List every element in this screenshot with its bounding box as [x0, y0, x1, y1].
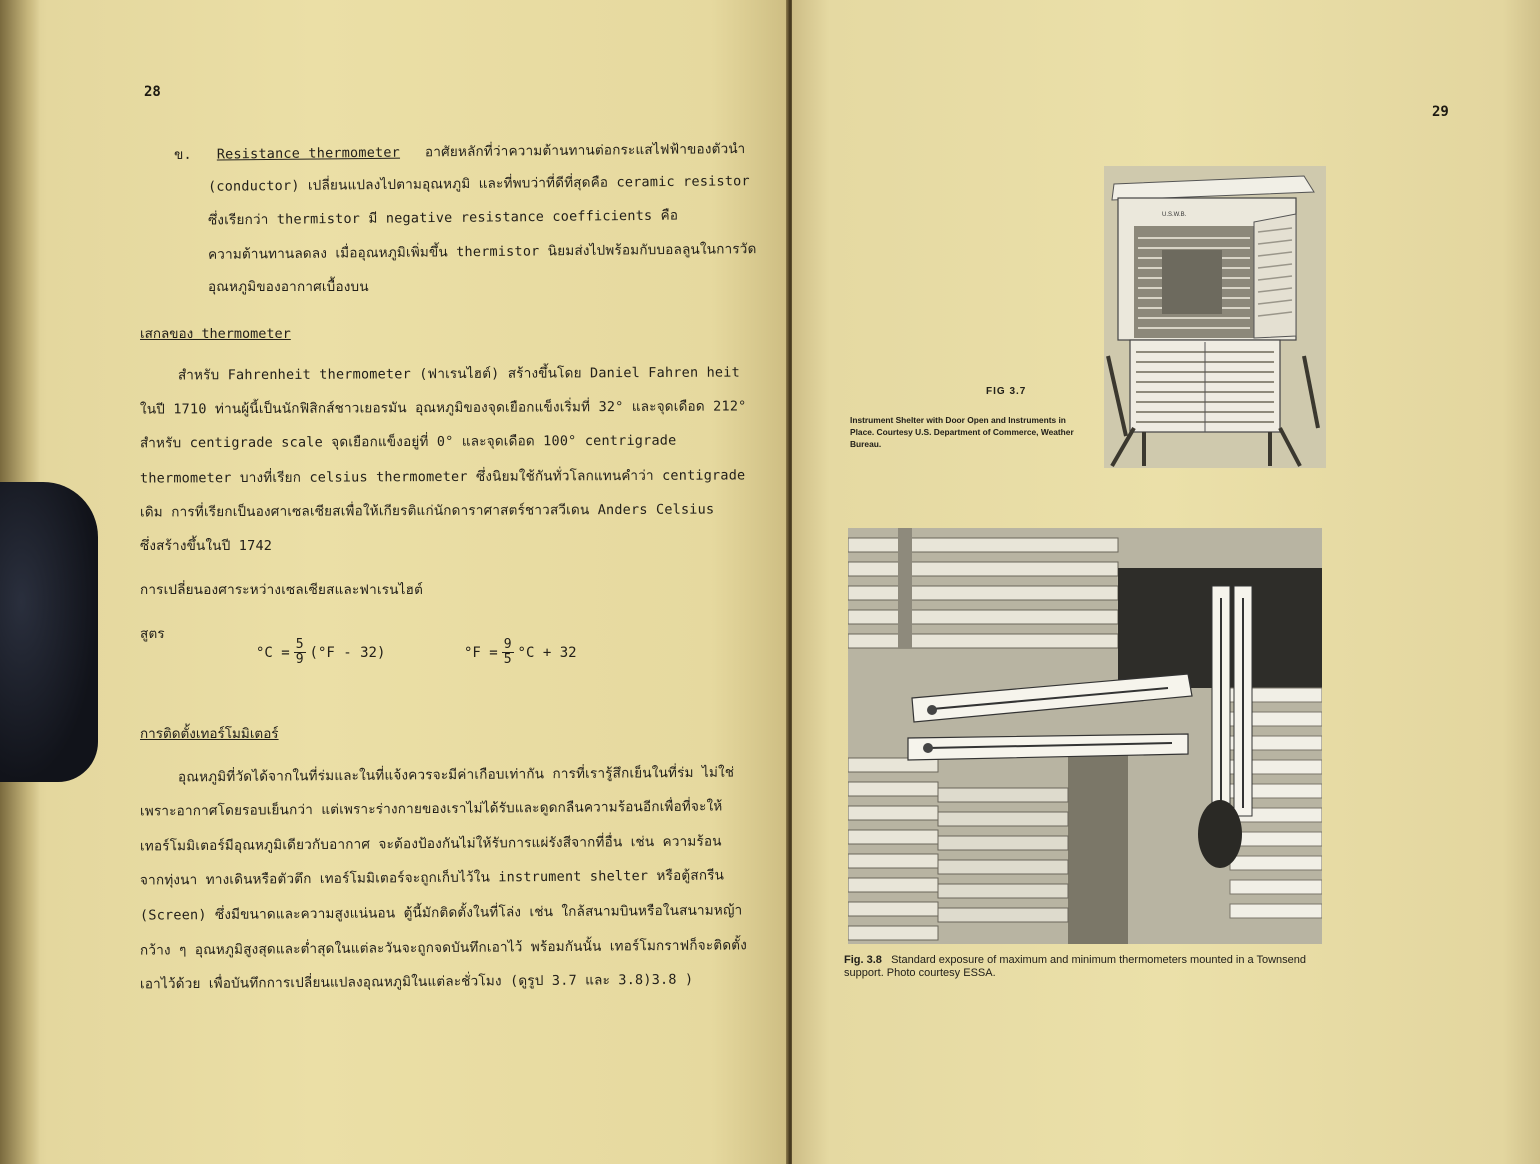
formula2-denominator: 5	[503, 652, 512, 667]
para2-line-4: thermometer บางที่เรียก celsius thermometer ซึ่งนิยมใช้กันทั่วโลกแทนคำว่า centigrade	[139, 467, 746, 487]
shelter-label: U.S.W.B.	[1162, 212, 1187, 218]
item-prefix: ข.	[173, 146, 192, 163]
formula1-lhs: °C =	[256, 644, 290, 661]
para3-line-3: เทอร์โมมิเตอร์มีอุณหภูมิเดียวกับอากาศ จะต้องป้องกันไม่ให้รับการแผ่รังสีจากที่อื่น เช่น ความร้อน	[139, 833, 722, 855]
para2-line-1: สำหรับ Fahrenheit thermometer (ฟาเรนไฮต์) สร้างขึ้นโดย Daniel Fahren heit	[177, 364, 740, 384]
para1-line-3: ซึ่งเรียกว่า thermistor มี negative resistance coefficients คือ	[207, 207, 679, 229]
fig38-caption: Standard exposure of maximum and minimum thermometers mounted in a Townsend support. Photo courtesy ESSA.	[844, 954, 1307, 979]
formula-label: สูตร	[140, 626, 165, 642]
formula2-rhs: °C + 32	[517, 644, 577, 661]
para2-line-5: เดิม การที่เรียกเป็นองศาเซลเซียสเพื่อให้เกียรติแก่นักดาราศาสตร์ชาวสวีเดน Anders Celsius	[139, 501, 715, 521]
heading-installation: การติดตั้งเทอร์โมมิเตอร์	[140, 726, 279, 742]
fig37-caption: Instrument Shelter with Door Open and Instruments in Place. Courtesy U.S. Department of Commerce, Weather Bureau.	[850, 415, 1074, 449]
para3-line-4: จากทุ่งนา ทางเดินหรือตัวตึก เทอร์โมมิเตอร์จะถูกเก็บไว้ใน instrument shelter หรือตู้สกรีน	[139, 867, 725, 889]
para1-line-5: อุณหภูมิของอากาศเบื้องบน	[208, 279, 369, 295]
thermometers-image	[848, 528, 1322, 944]
fig37-label: FIG 3.7	[986, 386, 1027, 397]
para3-line-2: เพราะอากาศโดยรอบเย็นกว่า แต่เพราะร่างกายของเราไม่ได้รับและดูดกลืนความร้อนอีกเพื่อที่จะให้	[139, 798, 723, 820]
para3-line-7: เอาไว้ด้วย เพื่อบันทึกการเปลี่ยนแปลงอุณหภูมิในแต่ละชั่วโมง (ดูรูป 3.7 และ 3.8)3.8 )	[139, 971, 694, 993]
formula2-lhs: °F =	[464, 644, 498, 661]
fig38-caption-block	[844, 954, 1326, 980]
para3-line-6: กว้าง ๆ อุณหภูมิสูงสุดและต่ำสุดในแต่ละวันจะถูกจดบันทึกเอาไว้ พร้อมกันนั้น เทอร์โมกราฟก็จะติดตั้ง	[139, 937, 748, 959]
page-number-right: 29	[1432, 104, 1449, 120]
para2-line-6: ซึ่งสร้างขึ้นในปี 1742	[140, 538, 273, 554]
para1-line-2: (conductor) เปลี่ยนแปลงไปตามอุณหภูมิ และที่พบว่าที่ดีที่สุดคือ ceramic resistor	[207, 173, 750, 195]
instrument-shelter-image	[1104, 166, 1326, 468]
para2-line-3: สำหรับ centigrade scale จุดเยือกแข็งอยู่ที่ 0° และจุดเดือด 100° centrigrade	[139, 432, 677, 452]
para2-line-2: ในปี 1710 ท่านผู้นี้เป็นนักฟิสิกส์ชาวเยอรมัน อุณหภูมิของจุดเยือกแข็งเริ่มที่ 32° และจุดเดือด 212°	[139, 398, 747, 418]
formula2-fraction	[502, 638, 514, 667]
fig38-label: Fig. 3.8	[844, 954, 882, 966]
para3-line-1: อุณหภูมิที่วัดได้จากในที่ร่มและในที่แจ้งควรจะมีค่าเกือบเท่ากัน การที่เรารู้สึกเย็นในที่ร่ม ไม่ใช่	[177, 764, 735, 786]
right-page	[792, 0, 1540, 1164]
formula2-numerator: 9	[503, 637, 512, 652]
fig37-photo	[1104, 166, 1326, 468]
para3-line-5: (Screen) ซึ่งมีขนาดและความสูงแน่นอน ตู้นี้มักติดตั้งในที่โล่ง เช่น ใกล้สนามบินหรือในสนามหญ้า	[139, 902, 743, 924]
page-number-left: 28	[144, 84, 161, 100]
formula-c-from-f	[256, 638, 385, 667]
conversion-line: การเปลี่ยนองศาระหว่างเซลเซียสและฟาเรนไฮต์	[140, 582, 424, 598]
heading-scales: เสกลของ thermometer	[140, 326, 291, 342]
para1-line-1-rest: อาศัยหลักที่ว่าความต้านทานต่อกระแสไฟฟ้าของตัวนำ	[424, 141, 746, 161]
formula1-rhs: (°F - 32)	[309, 644, 386, 661]
para1-line-1	[174, 137, 746, 165]
fig38-photo	[848, 528, 1322, 944]
thumb	[0, 482, 98, 782]
formula1-fraction	[294, 638, 306, 667]
term-resistance-thermometer: Resistance thermometer	[216, 144, 401, 163]
formula1-denominator: 9	[295, 652, 304, 667]
formula-f-from-c	[464, 638, 577, 667]
para1-line-4: ความต้านทานลดลง เมื่ออุณหภูมิเพิ่มขึ้น thermistor นิยมส่งไปพร้อมกับบอลลูนในการวัด	[207, 241, 757, 263]
formula1-numerator: 5	[295, 637, 304, 652]
